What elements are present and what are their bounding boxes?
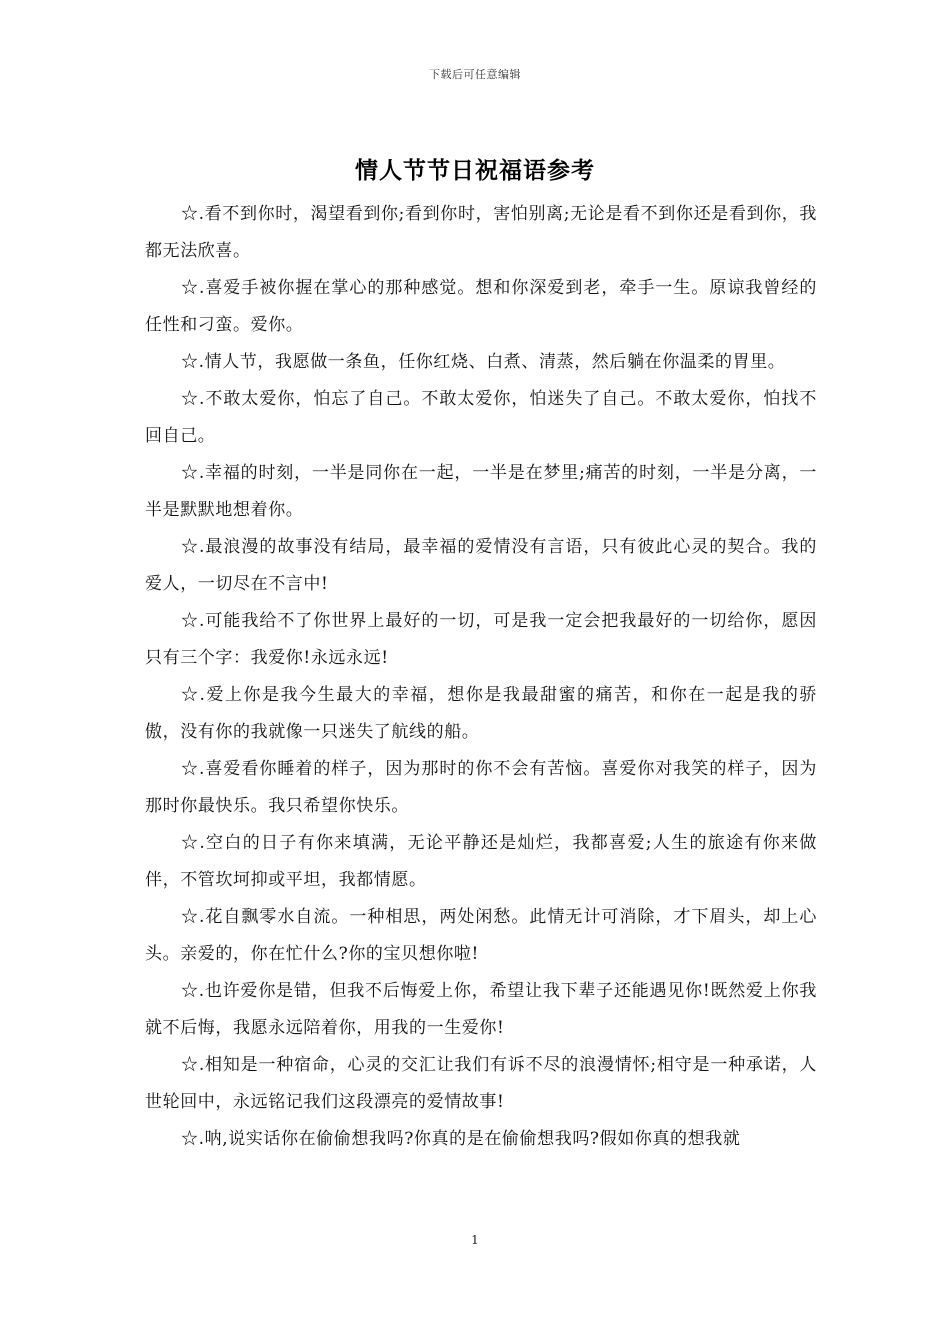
paragraph: ☆.不敢太爱你，怕忘了自己。不敢太爱你，怕迷失了自己。不敢太爱你，怕找不回自己。 (145, 389, 817, 446)
paragraph: ☆.呐,说实话你在偷偷想我吗?你真的是在偷偷想我吗?假如你真的想我就 (181, 1129, 741, 1149)
paragraph: ☆.花自飘零水自流。一种相思，两处闲愁。此情无计可消除，才下眉头，却上心头。亲爱的，你在忙什么?你的宝贝想你啦! (145, 907, 817, 964)
document-body (145, 196, 817, 1158)
paragraph: ☆.幸福的时刻，一半是同你在一起，一半是在梦里;痛苦的时刻，一半是分离，一半是默默地想着你。 (145, 463, 817, 520)
paragraph: ☆.最浪漫的故事没有结局，最幸福的爱情没有言语，只有彼此心灵的契合。我的爱人，一切尽在不言中! (145, 537, 817, 594)
paragraph: ☆.爱上你是我今生最大的幸福，想你是我最甜蜜的痛苦，和你在一起是我的骄傲，没有你的我就像一只迷失了航线的船。 (145, 685, 817, 742)
header-note: 下载后可任意编辑 (429, 68, 521, 81)
paragraph: ☆.也许爱你是错，但我不后悔爱上你，希望让我下辈子还能遇见你!既然爱上你我就不后悔，我愿永远陪着你，用我的一生爱你! (145, 981, 817, 1038)
paragraph: ☆.喜爱手被你握在掌心的那种感觉。想和你深爱到老，牵手一生。原谅我曾经的任性和刁蛮。爱你。 (145, 278, 817, 335)
page-title: 情人节节日祝福语参考 (355, 157, 595, 184)
paragraph: ☆.空白的日子有你来填满，无论平静还是灿烂，我都喜爱;人生的旅途有你来做伴，不管坎坷抑或平坦，我都情愿。 (145, 833, 817, 890)
paragraph: ☆.情人节，我愿做一条鱼，任你红烧、白煮、清蒸，然后躺在你温柔的胃里。 (181, 352, 786, 372)
paragraph: ☆.可能我给不了你世界上最好的一切，可是我一定会把我最好的一切给你，愿因只有三个字：我爱你!永远永远! (145, 611, 817, 668)
paragraph: ☆.相知是一种宿命，心灵的交汇让我们有诉不尽的浪漫情怀;相守是一种承诺，人世轮回中，永远铭记我们这段漂亮的爱情故事! (145, 1055, 817, 1112)
paragraph: ☆.看不到你时，渴望看到你;看到你时，害怕别离;无论是看不到你还是看到你，我都无法欣喜。 (145, 204, 817, 261)
paragraph: ☆.喜爱看你睡着的样子，因为那时的你不会有苦恼。喜爱你对我笑的样子，因为那时你最快乐。我只希望你快乐。 (145, 759, 817, 816)
page-number: 1 (471, 1233, 479, 1247)
